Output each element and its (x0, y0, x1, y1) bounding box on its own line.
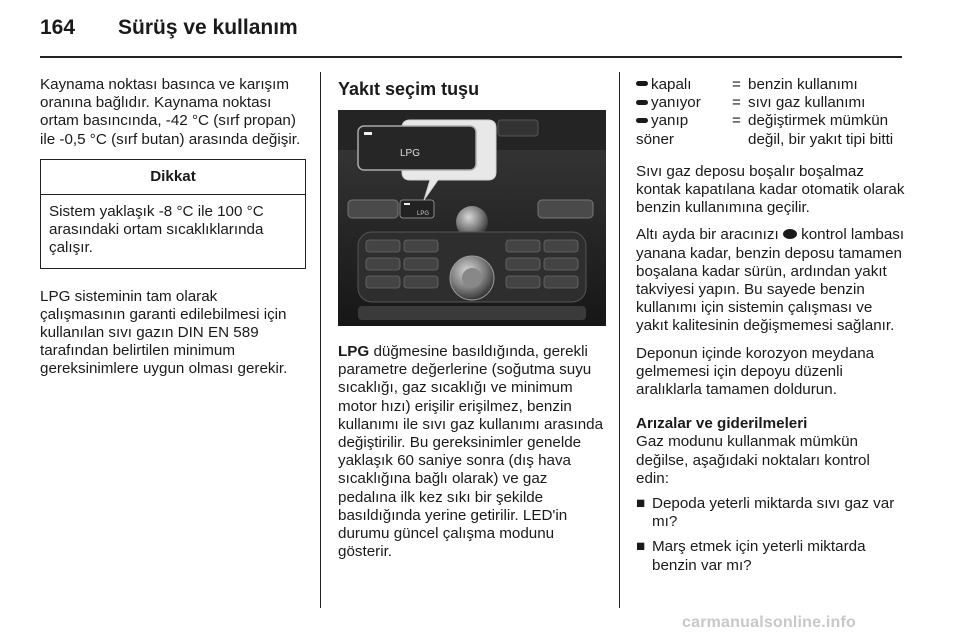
led-state-label: yanıyor (651, 94, 701, 112)
header-rule (40, 56, 902, 58)
lpg-spec-text: LPG sisteminin tam olarak çalışmasının garanti edilebilmesi için kullanılan sıvı gazın DIN EN 589 tarafından belirtilen minimum gereksinimlere uygun olması gerekir. (40, 287, 288, 378)
list-item (636, 538, 906, 574)
boiling-point-text: Kaynama noktası basınca ve karışım oranına bağlıdır. Kaynama noktası ortam basıncında, -42 °C (sırf propan) ile -0,5 °C (sırf butan) arasında değişir. (40, 76, 301, 148)
led-state-meaning: değiştirmek mümkün değil, bir yakıt tipi bitti (748, 112, 894, 148)
caution-title: Dikkat (41, 160, 305, 195)
page-number: 164 (40, 16, 76, 39)
led-state-meaning: sıvı gaz kullanımı (748, 94, 866, 112)
led-state-table (636, 76, 906, 149)
led-row (636, 94, 906, 112)
corrosion-text: Deponun içinde korozyon meydana gelmemesi için depoyu düzenli aralıklarla tamamen doldurun. (636, 344, 875, 399)
auto-switch-text: Sıvı gaz deposu boşalır boşalmaz kontak kapatılana kadar otomatik olarak benzin kullanımına geçilir. (636, 162, 905, 217)
six-month-text-b: kontrol lambası yanana kadar, benzin deposu tamamen boşalana kadar sürün, ardından yakıt takviyesi yapın. Bu sayede benzin kullanımı için sistemin çalışması ve yakıt kalitesinin değişmemesi sağlanır. (636, 226, 905, 335)
section-title: Yakıt seçim tuşu (338, 79, 480, 99)
column-divider-2 (619, 72, 620, 608)
page-header (40, 16, 298, 40)
equals-sign: = (732, 112, 741, 130)
fuel-selector-photo (338, 110, 606, 326)
equals-sign: = (732, 76, 741, 93)
bullet-marker: ■ (636, 538, 646, 556)
faults-subheading: Arızalar ve giderilmeleri (636, 415, 808, 433)
led-icon (636, 81, 648, 86)
bullet-marker: ■ (636, 495, 646, 513)
bullet-text: Marş etmek için yeterli miktarda benzin var mı? (652, 538, 866, 574)
column-right (636, 76, 906, 575)
six-month-text-a: Altı ayda bir aracınızı (636, 226, 783, 244)
led-row (636, 76, 906, 94)
lpg-button-label: LPG (400, 148, 421, 159)
page-title: Sürüş ve kullanım (118, 16, 298, 39)
caution-box (40, 159, 306, 269)
dashboard-illustration (338, 110, 606, 326)
small-lpg-label: LPG (417, 211, 430, 217)
column-middle (338, 76, 606, 561)
column-left (40, 76, 306, 379)
column-divider-1 (320, 72, 321, 608)
led-state-label: yanıp söner (636, 112, 689, 148)
list-item (636, 495, 906, 531)
caution-body: Sistem yaklaşık -8 °C ile 100 °C arasındaki ortam sıcaklıklarında çalışır. (49, 203, 264, 257)
led-state-meaning: benzin kullanımı (748, 76, 858, 93)
led-icon (636, 100, 648, 105)
equals-sign: = (732, 94, 741, 112)
six-month-text (636, 226, 906, 335)
led-row (636, 112, 906, 148)
led-icon (636, 118, 648, 123)
lpg-bold-label: LPG (338, 343, 370, 360)
faults-intro: Gaz modunu kullanmak mümkün değilse, aşağıdaki noktaları kontrol edin: (636, 433, 870, 487)
lpg-description-text: düğmesine basıldığında, gerekli parametre değerlerine (soğutma suyu sıcaklığı, gaz sıcaklığı ve minimum motor hızı) erişilir erişilmez, benzin kullanımı ile sıvı gaz kullanımı arasında değiştirilir. Bu gereksinimler genelde yaklaşık 60 saniye sonra (dış hava sıcaklığına bağlı olarak) ve gaz pedalına ilk kez sıkı bir şekilde basıldığında yerine getirilir. LED'in durumu güncel çalışma modunu gösterir. (338, 343, 604, 561)
site-watermark: carmanualsonline.info (682, 614, 857, 631)
control-lamp-icon (783, 229, 797, 239)
led-state-label: kapalı (651, 76, 692, 93)
lpg-button-description (338, 343, 606, 561)
bullet-text: Depoda yeterli miktarda sıvı gaz var mı? (652, 495, 895, 531)
